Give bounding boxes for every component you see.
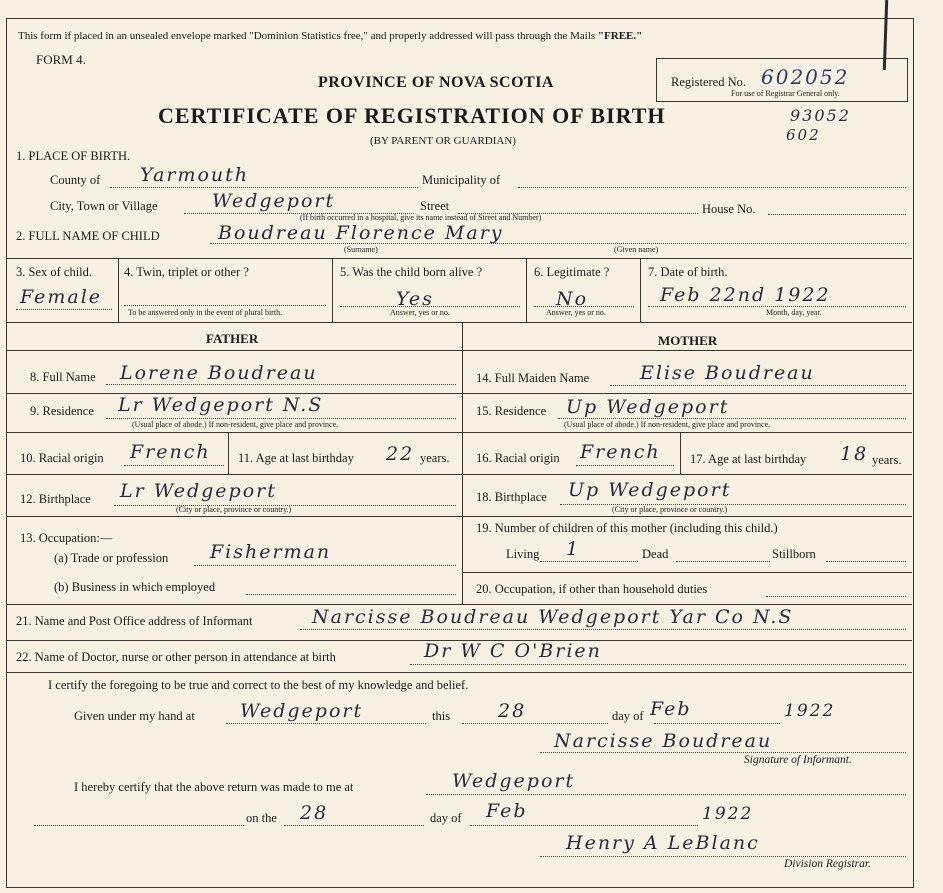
trade-label: (a) Trade or profession [54,551,169,565]
father-name-label: 8. Full Name [30,370,96,384]
form-number: FORM 4. [36,52,86,67]
born-alive-value: Yes [396,288,434,310]
registrar-note: For use of Registrar General only. [731,89,840,98]
doctor-value: Dr W C O'Brien [424,640,602,662]
mail-notice-free: "FREE." [597,30,643,42]
father-occupation-label: 13. Occupation:— [20,531,113,545]
mother-age-unit: years. [872,453,902,467]
dob-label: 7. Date of birth. [648,265,728,279]
born-alive-note: Answer, yes or no. [390,308,450,317]
mother-race-value: French [580,441,661,463]
legitimate-label: 6. Legitimate ? [534,265,610,279]
father-residence-note: (Usual place of abode.) If non-resident, give place and province. [132,420,339,429]
legitimate-note: Answer, yes or no. [546,308,606,317]
mother-residence-value: Up Wedgeport [566,396,730,418]
registrar-year-value: 1922 [702,804,754,824]
surname-caption: (Surname) [344,245,378,254]
margin-note-2: 602 [786,126,821,144]
informant-signature-caption: Signature of Informant. [744,754,852,766]
informant-signature: Narcisse Boudreau [554,730,773,752]
father-birthplace-note: (City or place, province or country.) [176,505,292,514]
province-title: PROVINCE OF NOVA SCOTIA [318,74,554,91]
registered-label: Registered No. [671,75,746,89]
informant-label: 21. Name and Post Office address of Informant [16,614,253,628]
father-residence-value: Lr Wedgeport N.S [118,394,324,416]
informant-value: Narcisse Boudreau Wedgeport Yar Co N.S [312,606,794,628]
father-birthplace-label: 12. Birthplace [20,492,91,506]
doctor-label: 22. Name of Doctor, nurse or other person in attendance at birth [16,650,336,664]
father-race-label: 10. Racial origin [20,451,104,465]
registrar-signature-caption: Division Registrar. [784,858,871,870]
father-name-value: Lorene Boudreau [120,362,318,384]
mother-heading: MOTHER [658,333,718,348]
dob-note: Month, day, year. [766,308,822,317]
registrar-day-value: 28 [300,802,329,824]
certify-month-value: Feb [650,698,692,720]
dead-label: Dead [642,547,669,561]
business-label: (b) Business in which employed [54,580,216,594]
father-heading: FATHER [206,331,259,346]
twin-label: 4. Twin, triplet or other ? [124,265,249,279]
this-label: this [432,709,451,723]
father-age-label: 11. Age at last birthday [238,451,354,465]
father-age-value: 22 [386,443,415,465]
municipality-label: Municipality of [422,173,501,187]
child-name-value: Boudreau Florence Mary [218,222,504,244]
registrar-signature: Henry A LeBlanc [566,832,760,854]
certify-day-of-label: day of [612,709,644,723]
mother-birthplace-note: (City or place, province or country.) [612,505,728,514]
sex-value: Female [20,286,103,308]
place-of-birth-heading: 1. PLACE OF BIRTH. [16,149,131,163]
twin-note: To be answered only in the event of plural birth. [128,308,283,317]
street-label: Street [420,199,450,213]
margin-note-1: 93052 [790,106,851,125]
living-value: 1 [566,538,581,560]
registrar-day-of-label: day of [430,811,462,825]
page-title: CERTIFICATE OF REGISTRATION OF BIRTH [158,103,666,128]
living-label: Living [506,547,540,561]
registrar-place-value: Wedgeport [452,770,576,792]
city-value: Wedgeport [212,190,336,212]
registered-number: 602052 [761,65,850,89]
given-name-caption: (Given name) [614,245,659,254]
dob-value: Feb 22nd 1922 [660,284,831,306]
mother-age-label: 17. Age at last birthday [690,452,807,466]
registrar-month-value: Feb [486,800,528,822]
certify-year-value: 1922 [784,701,836,721]
legitimate-value: No [556,288,589,310]
sex-label: 3. Sex of child. [16,265,93,279]
certify-statement: I certify the foregoing to be true and correct to the best of my knowledge and belief. [48,678,469,692]
mother-name-label: 14. Full Maiden Name [476,371,590,385]
registrar-statement: I hereby certify that the above return was made to me at [74,780,354,794]
mother-name-value: Elise Boudreau [640,362,815,384]
mother-age-value: 18 [840,443,869,465]
children-count-label: 19. Number of children of this mother (including this child.) [476,521,778,535]
father-race-value: French [130,441,211,463]
mail-notice-text: This form if placed in an unsealed envelope marked "Dominion Statistics free," and properly addressed will pass through the Mails [18,30,596,42]
child-name-label: 2. FULL NAME OF CHILD [16,229,160,243]
mother-race-label: 16. Racial origin [476,451,560,465]
mother-birthplace-label: 18. Birthplace [476,490,547,504]
mother-occupation-label: 20. Occupation, if other than household duties [476,582,708,596]
trade-value: Fisherman [210,541,332,563]
county-label: County of [50,173,101,187]
page-subtitle: (BY PARENT OR GUARDIAN) [370,135,516,147]
father-residence-label: 9. Residence [30,404,94,418]
father-birthplace-value: Lr Wedgeport [120,480,277,502]
county-value: Yarmouth [140,164,250,186]
born-alive-label: 5. Was the child born alive ? [340,265,483,279]
mother-residence-note: (Usual place of abode.) If non-resident, give place and province. [564,420,771,429]
on-the-label: on the [246,811,277,825]
given-label: Given under my hand at [74,709,195,723]
certify-day-value: 28 [498,700,527,722]
city-label: City, Town or Village [50,199,158,213]
father-age-unit: years. [420,451,450,465]
stillborn-label: Stillborn [772,547,816,561]
given-place-value: Wedgeport [240,700,364,722]
house-label: House No. [702,202,756,216]
mail-notice [18,30,642,42]
mother-birthplace-value: Up Wedgeport [568,479,732,501]
mother-residence-label: 15. Residence [476,404,547,418]
hospital-note: (If birth occurred in a hospital, give its name instead of Street and Number) [300,213,542,222]
registered-box [656,58,908,102]
